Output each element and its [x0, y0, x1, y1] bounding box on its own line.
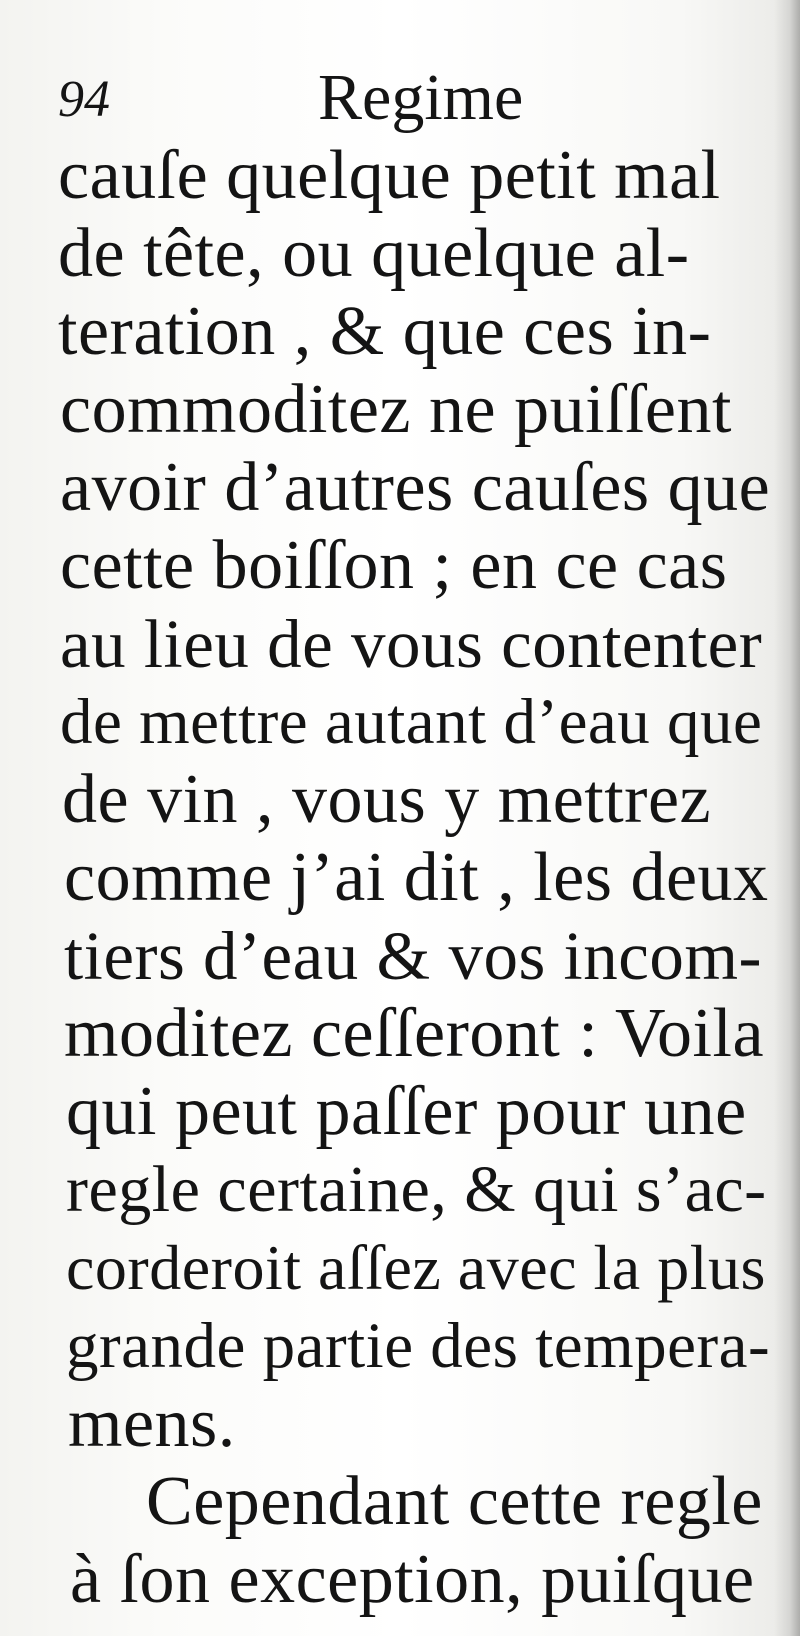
text-line: regle certaine, & qui s’ac- — [66, 1153, 767, 1226]
page-gutter-shadow — [774, 0, 800, 1636]
text-line: cette boiſſon ; en ce cas — [60, 527, 728, 604]
text-line: de tête, ou quelque al- — [58, 215, 690, 292]
text-line: mens. — [68, 1385, 236, 1462]
text-line: grande partie des tempera- — [66, 1310, 771, 1382]
text-line: moditez ceſſeront : Voila — [64, 995, 765, 1072]
text-line: corderoit aſſez avec la plus — [66, 1232, 766, 1303]
text-line: cauſe quelque petit mal — [58, 137, 721, 214]
text-line: avoir d’autres cauſes que — [60, 449, 771, 526]
page-number: 94 — [58, 71, 110, 128]
page-header — [0, 60, 800, 140]
text-line: comme j’ai dit , les deux — [64, 839, 769, 916]
text-line: tiers d’eau & vos incom- — [64, 918, 762, 994]
text-line: teration , & que ces in- — [58, 293, 712, 370]
text-line: commoditez ne puiſſent — [60, 371, 732, 448]
text-line: à ſon exception, puiſque — [70, 1541, 755, 1618]
text-line: de vin , vous y mettrez — [62, 761, 712, 838]
running-head: Regime — [318, 61, 524, 134]
text-line: au lieu de vous contenter — [60, 606, 763, 682]
text-line: qui peut paſſer pour une — [66, 1073, 747, 1150]
text-line: de mettre autant d’eau que — [60, 686, 763, 758]
text-line: Cependant cette regle — [146, 1463, 763, 1540]
